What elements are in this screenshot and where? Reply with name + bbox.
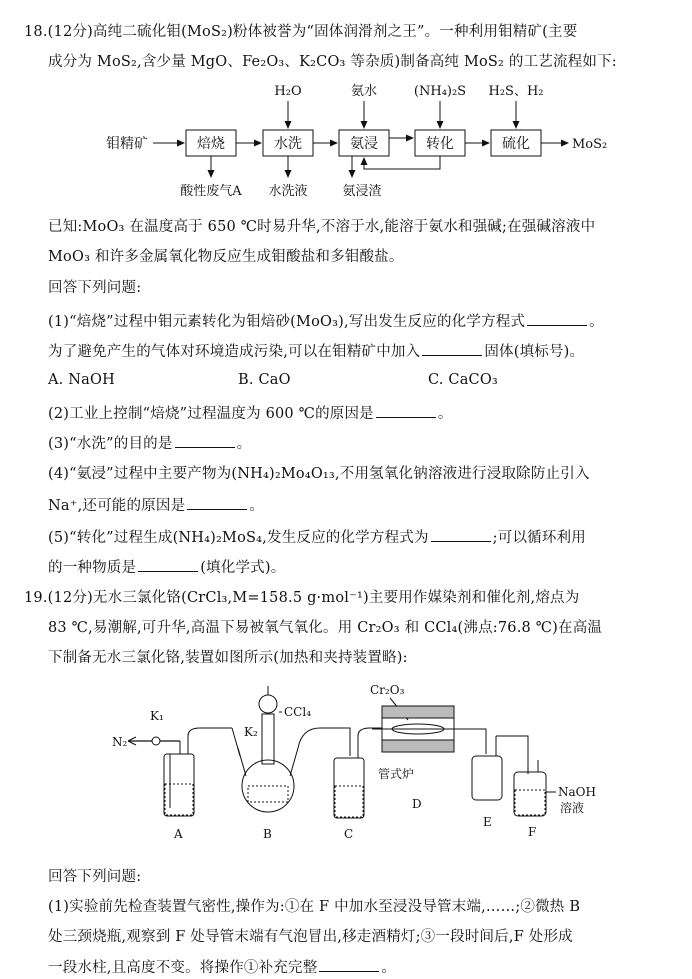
output-ammonia-residue: 氨浸渣 [342, 184, 382, 199]
label-c: C [344, 827, 354, 841]
q18-answer-prompt: 回答下列问题: [48, 280, 142, 296]
q18-part-5a-text: (5)“转化”过程生成(NH₄)₂MoS₄,发生反应的化学方程式为 [48, 530, 429, 546]
period: 。 [589, 314, 604, 330]
q19-part-1b: 处三颈烧瓶,观察到 F 处导管末端有气泡冒出,移走酒精灯;③一段时间后,F 处形成 [48, 929, 573, 945]
option-a[interactable]: A. NaOH [48, 372, 115, 388]
period: 。 [249, 498, 264, 514]
recycle-arrow [364, 156, 440, 169]
bottle-f [514, 772, 546, 816]
q18-line-1: 18.(12分)高纯二硫化钼(MoS₂)粉体被誉为“固体润滑剂之王”。一种利用钼精矿(主要 [24, 24, 578, 40]
option-c[interactable]: C. CaCO₃ [428, 372, 498, 388]
q18-part-1b-tail: 固体(填标号)。 [484, 344, 585, 360]
input-ammonium-sulfide: (NH₄)₂S [413, 84, 467, 99]
period: 。 [236, 436, 252, 452]
step-label-wash: 水洗 [274, 136, 302, 152]
flow-source: 钼精矿 [106, 136, 148, 152]
funnel-bulb [259, 695, 277, 713]
answer-blank[interactable] [527, 311, 587, 326]
q18-line-2: 成分为 MoS₂,含少量 MgO、Fe₂O₃、K₂CO₃ 等杂质)制备高纯 MoS₂ 的工艺流程如下: [48, 54, 617, 70]
answer-blank[interactable] [376, 403, 436, 418]
label-f: F [528, 825, 537, 839]
label-naoh-2: 溶液 [560, 801, 585, 815]
step-label-sulfide: 硫化 [502, 136, 530, 152]
q19-line-1: 19.(12分)无水三氯化铬(CrCl₃,M=158.5 g·mol⁻¹)主要用作媒染剂和催化剂,熔点为 [24, 590, 580, 606]
label-ccl4: CCl₄ [284, 705, 312, 719]
q19-line-2: 83 ℃,易潮解,可升华,高温下易被氧气氧化。用 Cr₂O₃ 和 CCl₄(沸点:76.8 ℃)在高温 [48, 620, 603, 636]
q19-line-3: 下制备无水三氯化铬,装置如图所示(加热和夹持装置略): [48, 650, 408, 666]
period: 。 [381, 960, 397, 976]
option-b[interactable]: B. CaO [238, 372, 291, 388]
q18-part-3 [48, 433, 251, 453]
answer-blank[interactable] [422, 341, 482, 356]
label-a: A [174, 827, 183, 841]
known-line-2: MoO₃ 和许多金属氧化物反应生成钼酸盐和多钼酸盐。 [48, 249, 404, 265]
q18-part-4b-text: Na⁺,还可能的原因是 [48, 498, 186, 514]
label-naoh-1: NaOH [558, 785, 596, 799]
q18-part-5b-text: 的一种物质是 [48, 560, 137, 576]
period: 。 [437, 406, 453, 422]
label-d: D [412, 797, 422, 811]
q18-part-4b [48, 495, 264, 515]
valve-k1 [152, 737, 160, 745]
bottle-c [334, 758, 364, 818]
label-k2: K₂ [244, 725, 258, 739]
q19-part-1c-text: 一段水柱,且高度不变。将操作①补充完整 [48, 960, 318, 976]
input-ammonia: 氨水 [350, 84, 378, 99]
label-n2: N₂ [112, 735, 128, 749]
q19-part-1c [48, 957, 396, 977]
output-acid-gas: 酸性废气A [180, 184, 242, 199]
q18-part-2 [48, 403, 453, 423]
step-label-roast: 焙烧 [197, 136, 225, 152]
answer-blank[interactable] [319, 957, 379, 972]
q18-part-1b [48, 341, 584, 361]
q18-part-5b [48, 557, 285, 577]
output-wash-liquid: 水洗液 [268, 184, 308, 199]
answer-blank[interactable] [138, 557, 198, 572]
step-label-ammonia: 氨浸 [350, 136, 378, 152]
q18-part-4a: (4)“氨浸”过程中主要产物为(NH₄)₂Mo₄O₁₃,不用氢氧化钠溶液进行浸取除防止引入 [48, 466, 590, 482]
input-h2s-h2: H₂S、H₂ [488, 84, 544, 99]
bottle-a [164, 754, 194, 816]
input-water: H₂O [274, 84, 302, 99]
answer-blank[interactable] [187, 495, 247, 510]
step-label-convert: 转化 [426, 136, 454, 152]
label-cr2o3: Cr₂O₃ [370, 683, 405, 697]
q19-part-1a: (1)实验前先检查装置气密性,操作为:①在 F 中加水至浸没导管末端,……;②微热 B [48, 899, 581, 915]
label-e: E [483, 815, 492, 829]
q18-part-5a-tail: ;可以循环利用 [492, 530, 586, 546]
q18-part-1a-text: (1)“焙烧”过程中钼元素转化为钼焙砂(MoO₃),写出发生反应的化学方程式 [48, 314, 526, 330]
flow-product: MoS₂ [572, 137, 608, 152]
q18-part-1b-text: 为了避免产生的气体对环境造成污染,可以在钼精矿中加入 [48, 344, 421, 360]
q18-part-2-text: (2)工业上控制“焙烧”过程温度为 600 ℃的原因是 [48, 406, 374, 422]
q19-answer-prompt: 回答下列问题: [48, 869, 142, 885]
label-furnace: 管式炉 [378, 767, 415, 781]
label-k1: K₁ [150, 709, 164, 723]
label-b: B [263, 827, 272, 841]
answer-blank[interactable] [175, 433, 235, 448]
q18-part-1a [48, 311, 604, 331]
q18-part-5b-tail: (填化学式)。 [200, 560, 286, 576]
q18-part-5a [48, 527, 586, 547]
options-row [48, 371, 618, 389]
known-line-1: 已知:MoO₃ 在温度高于 650 ℃时易升华,不溶于水,能溶于氨水和强碱;在强碱溶液中 [48, 219, 596, 235]
bottle-e [472, 756, 502, 800]
process-flow-diagram [0, 78, 692, 208]
apparatus-diagram [0, 676, 692, 846]
q18-part-3-text: (3)“水洗”的目的是 [48, 436, 173, 452]
answer-blank[interactable] [431, 527, 491, 542]
